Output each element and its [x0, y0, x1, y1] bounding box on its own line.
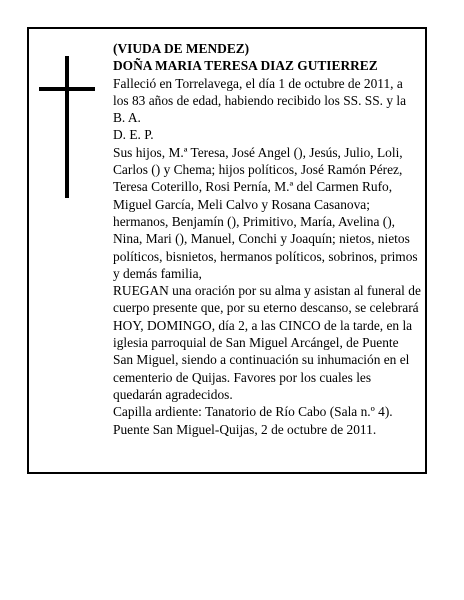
- deceased-name: DOÑA MARIA TERESA DIAZ GUTIERREZ: [113, 58, 378, 74]
- death-paragraph: Falleció en Torrelavega, el día 1 de octubre de 2011, a los 83 años de edad, habiendo recibido los SS. SS. y la B. A.: [113, 75, 407, 126]
- request-paragraph: RUEGAN una oración por su alma y asistan al funeral de cuerpo presente que, por su eterno descanso, se celebrará HOY, DOMINGO, día 2, a las CINCO de la tarde, en la iglesia parroquial de San Miguel Arcángel, de Puente San Miguel, siendo a continuación su inhumación en el cementerio de Quijas. Favores por los cuales les quedarán agradecidos.: [113, 283, 421, 402]
- place-date-line: Puente San Miguel-Quijas, 2 de octubre de 2011.: [113, 421, 377, 437]
- cross-horizontal-bar: [39, 87, 95, 91]
- rip-line: D. E. P.: [113, 127, 154, 143]
- latin-cross-icon: [39, 56, 95, 198]
- obituary-notice: [27, 27, 427, 474]
- notice-text: [113, 40, 421, 438]
- cross-vertical-bar: [65, 56, 69, 198]
- family-paragraph: Sus hijos, M.ª Teresa, José Angel (), Jesús, Julio, Loli, Carlos () y Chema; hijos políticos, José Ramón Pérez, Teresa Coterillo, Rosi Pernía, M.ª del Carmen Rufo, Miguel García, Meli Calvo y Rosana Casanova; hermanos, Benjamín (), Primitivo, María, Avelina (), Nina, Mari (), Manuel, Conchi y Joaquín; nietos, nietos políticos, bisnietos, hermanos políticos, sobrinos, primos y demás familia,: [113, 144, 418, 281]
- chapel-line: Capilla ardiente: Tanatorio de Río Cabo (Sala n.º 4).: [113, 404, 393, 420]
- widow-line: (VIUDA DE MENDEZ): [113, 41, 250, 56]
